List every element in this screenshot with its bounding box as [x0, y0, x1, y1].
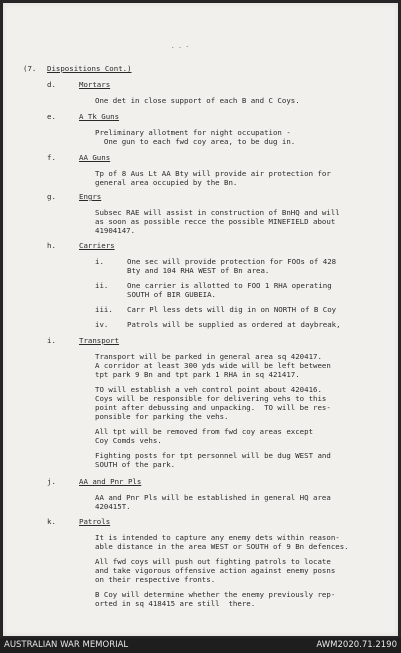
item-letter: k.: [47, 517, 56, 526]
header-mark: . . -: [171, 43, 190, 50]
item-line: All tpt will be removed from fwd coy areas except: [95, 427, 314, 436]
item-line: tpt park 9 Bn and tpt park 1 RHA in sq 421417.: [95, 370, 300, 379]
subitem-number: ii.: [95, 281, 109, 290]
item-line: Coy Comds vehs.: [95, 436, 162, 445]
item-line: One gun to each fwd coy area, to be dug in.: [95, 137, 296, 146]
item-line: general area occupied by the Bn.: [95, 178, 238, 187]
item-heading: AA Guns: [79, 153, 111, 162]
item-line: 41904147.: [95, 226, 136, 235]
item-line: Transport will be parked in general area sq 420417.: [95, 352, 322, 361]
item-heading: Mortars: [79, 80, 111, 89]
item-letter: g.: [47, 192, 56, 201]
item-heading: Engrs: [79, 192, 102, 201]
subitem-number: i.: [95, 257, 104, 266]
item-letter: e.: [47, 112, 56, 121]
subitem-line: One carrier is allotted to FOO 1 RHA operating: [127, 281, 332, 290]
subitem-number: iv.: [95, 320, 109, 329]
item-line: Tp of 8 Aus Lt AA Bty will provide air protection for: [95, 169, 331, 178]
item-heading: AA and Pnr Pls: [79, 477, 142, 486]
item-letter: f.: [47, 153, 56, 162]
subitem-line: Carr Pl less dets will dig in on NORTH of B Coy: [127, 305, 337, 314]
subitem-line: SOUTH of BIR GUBEIA.: [127, 290, 216, 299]
item-line: Coys will be responsible for delivering vehs to this: [95, 394, 327, 403]
item-line: B Coy will determine whether the enemy previously rep-: [95, 590, 336, 599]
subitem-line: One sec will provide protection for FOOs of 428: [127, 257, 337, 266]
item-line: One det in close support of each B and C Coys.: [95, 96, 300, 105]
section-number: (7.: [23, 64, 37, 73]
item-letter: j.: [47, 477, 56, 486]
subitem-line: Patrols will be supplied as ordered at daybreak,: [127, 320, 341, 329]
item-line: able distance in the area WEST or SOUTH of 9 Bn defences.: [95, 542, 349, 551]
item-heading: Patrols: [79, 517, 111, 526]
archive-name: AUSTRALIAN WAR MEMORIAL: [4, 640, 129, 650]
item-heading: Carriers: [79, 241, 115, 250]
item-line: SOUTH of the park.: [95, 460, 176, 469]
item-line: orted in sq 418415 are still there.: [95, 599, 256, 608]
item-line: TO will establish a veh control point about 420416.: [95, 385, 322, 394]
item-letter: h.: [47, 241, 56, 250]
item-line: on their respective fronts.: [95, 575, 216, 584]
item-line: point after debussing and unpacking. TO will be res-: [95, 403, 331, 412]
archive-footer: [0, 638, 401, 653]
item-line: AA and Pnr Pls will be established in general HQ area: [95, 493, 331, 502]
item-line: All fwd coys will push out fighting patrols to locate: [95, 557, 331, 566]
item-line: and take vigorous offensive action against enemy posns: [95, 566, 336, 575]
item-heading: Transport: [79, 336, 120, 345]
item-line: 420415T.: [95, 502, 131, 511]
subitem-line: Bty and 104 RHA WEST of Bn area.: [127, 266, 270, 275]
item-letter: i.: [47, 336, 56, 345]
item-line: Subsec RAE will assist in construction of BnHQ and will: [95, 208, 340, 217]
subitem-number: iii.: [95, 305, 113, 314]
item-line: as soon as possible recce the possible MINEFIELD about: [95, 217, 336, 226]
item-line: Preliminary allotment for night occupation -: [95, 128, 291, 137]
document-page: [3, 3, 398, 636]
item-line: It is intended to capture any enemy dets within reason-: [95, 533, 340, 542]
item-line: A corridor at least 300 yds wide will be left between: [95, 361, 331, 370]
item-line: ponsible for parking the vehs.: [95, 412, 229, 421]
section-title: Dispositions Cont.): [47, 64, 132, 73]
archive-reference: AWM2020.71.2190: [316, 640, 397, 650]
item-letter: d.: [47, 80, 56, 89]
item-line: Fighting posts for tpt personnel will be dug WEST and: [95, 451, 331, 460]
item-heading: A Tk Guns: [79, 112, 120, 121]
